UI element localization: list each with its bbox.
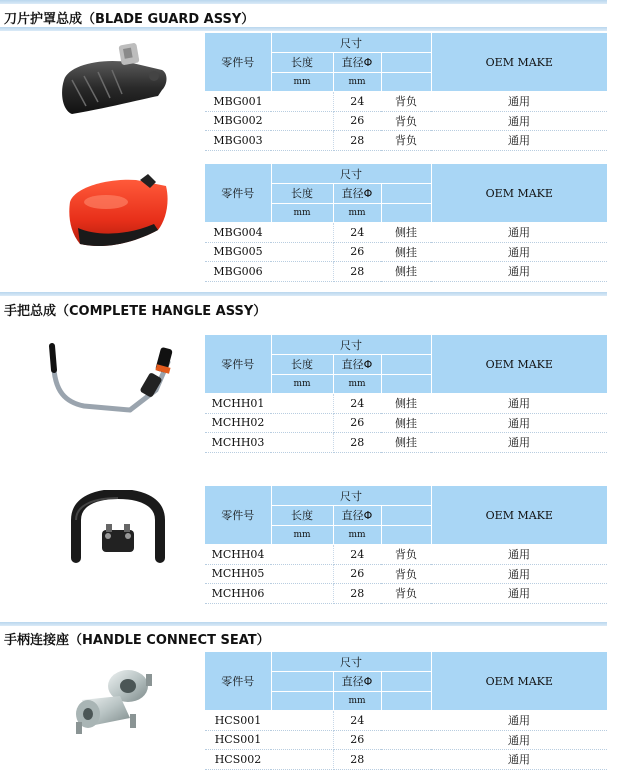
section-title-handle-connect-seat: 手柄连接座（HANDLE CONNECT SEAT） (4, 633, 270, 648)
cell-diameter: 28 (333, 131, 381, 151)
cell-oem: 通用 (431, 564, 607, 584)
header-blank (271, 691, 333, 711)
cell-part: HCS001 (205, 730, 271, 750)
header-blank (271, 672, 333, 692)
cell-oem: 通用 (431, 111, 607, 131)
section-title-blade-guard: 刀片护罩总成（BLADE GUARD ASSY） (4, 12, 255, 27)
header-blank (381, 691, 431, 711)
cell-length (271, 223, 333, 243)
cell-part: MCHH04 (205, 545, 271, 565)
cell-diameter: 26 (333, 242, 381, 262)
table-row (205, 564, 607, 584)
cell-diameter: 24 (333, 92, 381, 112)
header-length: 长度 (271, 506, 333, 526)
header-part-no: 零件号 (205, 33, 271, 92)
table-row (205, 584, 607, 604)
header-oem: OEM MAKE (431, 652, 607, 711)
section-divider (0, 622, 607, 626)
cell-oem: 通用 (431, 545, 607, 565)
cell-oem: 通用 (431, 750, 607, 770)
header-part-no: 零件号 (205, 652, 271, 711)
header-unit-diameter: mm (333, 203, 381, 223)
cell-mount (381, 730, 431, 750)
table-row (205, 262, 607, 282)
header-unit-length: mm (271, 374, 333, 394)
table-row (205, 394, 607, 414)
cell-mount: 背负 (381, 131, 431, 151)
header-unit-length: mm (271, 525, 333, 545)
cell-part: MBG003 (205, 131, 271, 151)
cell-length (271, 262, 333, 282)
header-part-no: 零件号 (205, 335, 271, 394)
header-blank (381, 506, 431, 526)
j-handle-bar-icon (44, 340, 184, 426)
cell-mount: 侧挂 (381, 413, 431, 433)
header-blank (381, 672, 431, 692)
table-row (205, 545, 607, 565)
header-unit-diameter: mm (333, 374, 381, 394)
header-oem: OEM MAKE (431, 164, 607, 223)
cell-mount: 背负 (381, 92, 431, 112)
cell-diameter: 26 (333, 730, 381, 750)
cell-part: HCS001 (205, 711, 271, 731)
cell-oem: 通用 (431, 262, 607, 282)
section-divider (0, 27, 607, 31)
cell-oem: 通用 (431, 584, 607, 604)
black-blade-guard-icon (58, 40, 176, 118)
cell-length (271, 111, 333, 131)
cell-length (271, 433, 333, 453)
cell-mount: 背负 (381, 111, 431, 131)
header-part-no: 零件号 (205, 164, 271, 223)
header-unit-diameter: mm (333, 525, 381, 545)
header-length: 长度 (271, 53, 333, 73)
header-diameter: 直径Φ (333, 184, 381, 204)
spec-table-hcs (205, 652, 607, 770)
cell-oem: 通用 (431, 433, 607, 453)
header-unit-length: mm (271, 203, 333, 223)
table-row (205, 92, 607, 112)
cell-length (271, 92, 333, 112)
cell-part: MBG001 (205, 92, 271, 112)
header-size: 尺寸 (271, 486, 431, 506)
spec-table-mchh-2 (205, 486, 607, 604)
cell-diameter: 28 (333, 584, 381, 604)
cell-mount: 侧挂 (381, 433, 431, 453)
cell-part: MBG005 (205, 242, 271, 262)
cell-length (271, 564, 333, 584)
cell-diameter: 28 (333, 433, 381, 453)
cell-length (271, 584, 333, 604)
cell-oem: 通用 (431, 711, 607, 731)
header-size: 尺寸 (271, 164, 431, 184)
cell-part: MCHH06 (205, 584, 271, 604)
cell-mount (381, 711, 431, 731)
table-row (205, 433, 607, 453)
red-blade-guard-icon (66, 172, 170, 252)
cell-length (271, 394, 333, 414)
cell-mount: 侧挂 (381, 223, 431, 243)
cell-oem: 通用 (431, 92, 607, 112)
table-row (205, 730, 607, 750)
cell-oem: 通用 (431, 413, 607, 433)
header-length: 长度 (271, 184, 333, 204)
header-oem: OEM MAKE (431, 33, 607, 92)
header-blank (381, 355, 431, 375)
header-unit-diameter: mm (333, 72, 381, 92)
header-size: 尺寸 (271, 335, 431, 355)
cell-mount (381, 750, 431, 770)
cell-part: MCHH05 (205, 564, 271, 584)
header-blank (381, 184, 431, 204)
cell-part: HCS002 (205, 750, 271, 770)
header-diameter: 直径Φ (333, 672, 381, 692)
cell-diameter: 24 (333, 394, 381, 414)
cell-diameter: 26 (333, 111, 381, 131)
cell-length (271, 242, 333, 262)
header-blank (381, 53, 431, 73)
table-row (205, 223, 607, 243)
cell-diameter: 24 (333, 711, 381, 731)
header-oem: OEM MAKE (431, 486, 607, 545)
cell-part: MBG002 (205, 111, 271, 131)
table-row (205, 711, 607, 731)
cell-mount: 背负 (381, 564, 431, 584)
cell-length (271, 545, 333, 565)
cell-part: MCHH01 (205, 394, 271, 414)
header-size: 尺寸 (271, 652, 431, 672)
cell-mount: 侧挂 (381, 262, 431, 282)
cell-diameter: 24 (333, 545, 381, 565)
cell-diameter: 24 (333, 223, 381, 243)
header-size: 尺寸 (271, 33, 431, 53)
section-divider (0, 0, 607, 4)
cell-diameter: 28 (333, 262, 381, 282)
section-divider (0, 292, 607, 296)
table-row (205, 242, 607, 262)
cell-length (271, 730, 333, 750)
cell-part: MCHH03 (205, 433, 271, 453)
spec-table-mbg-1 (205, 33, 607, 151)
cell-mount: 侧挂 (381, 394, 431, 414)
cell-mount: 背负 (381, 545, 431, 565)
header-unit-diameter: mm (333, 691, 381, 711)
header-oem: OEM MAKE (431, 335, 607, 394)
cell-oem: 通用 (431, 242, 607, 262)
header-diameter: 直径Φ (333, 355, 381, 375)
cell-length (271, 131, 333, 151)
spec-table-mchh-1 (205, 335, 607, 453)
cell-diameter: 26 (333, 564, 381, 584)
cell-part: MBG006 (205, 262, 271, 282)
cell-mount: 背负 (381, 584, 431, 604)
header-blank (381, 525, 431, 545)
spec-table-mbg-2 (205, 164, 607, 282)
header-diameter: 直径Φ (333, 53, 381, 73)
cell-length (271, 750, 333, 770)
cell-length (271, 711, 333, 731)
table-row (205, 131, 607, 151)
header-diameter: 直径Φ (333, 506, 381, 526)
loop-handle-icon (68, 490, 168, 570)
section-title-complete-handle: 手把总成（COMPLETE HANGLE ASSY） (4, 304, 267, 319)
header-blank (381, 374, 431, 394)
cell-oem: 通用 (431, 223, 607, 243)
handle-clamp-seat-icon (68, 660, 156, 740)
header-blank (381, 203, 431, 223)
header-unit-length: mm (271, 72, 333, 92)
table-row (205, 111, 607, 131)
cell-oem: 通用 (431, 394, 607, 414)
cell-oem: 通用 (431, 730, 607, 750)
cell-length (271, 413, 333, 433)
cell-diameter: 28 (333, 750, 381, 770)
cell-part: MCHH02 (205, 413, 271, 433)
cell-oem: 通用 (431, 131, 607, 151)
cell-diameter: 26 (333, 413, 381, 433)
cell-part: MBG004 (205, 223, 271, 243)
cell-mount: 侧挂 (381, 242, 431, 262)
table-row (205, 750, 607, 770)
header-part-no: 零件号 (205, 486, 271, 545)
header-length: 长度 (271, 355, 333, 375)
header-blank (381, 72, 431, 92)
table-row (205, 413, 607, 433)
